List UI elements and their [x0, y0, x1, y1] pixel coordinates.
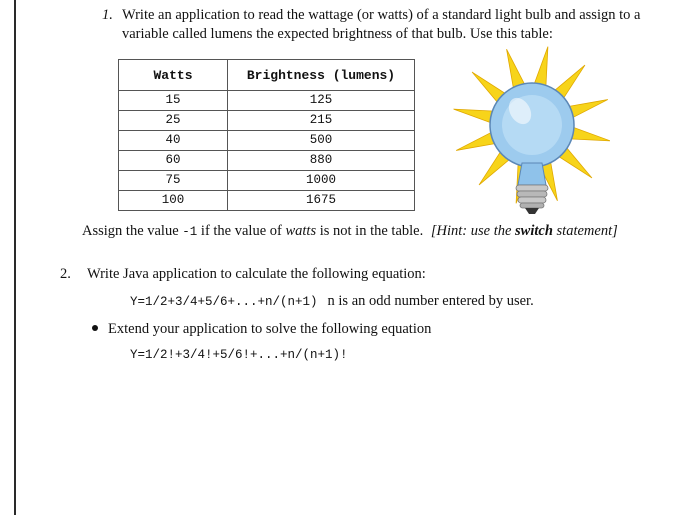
- table-row: [119, 131, 415, 151]
- cell-watts: 40: [119, 131, 228, 151]
- cell-watts: 100: [119, 191, 228, 211]
- cell-watts: 25: [119, 111, 228, 131]
- q1-text-line2: variable called lumens the expected brightness of that bulb. Use this table:: [122, 26, 553, 42]
- q1-text-line1: Write an application to read the wattage (or watts) of a standard light bulb and assign to a: [122, 7, 641, 23]
- bulb-neck: [518, 163, 546, 185]
- hint-open: [Hint: use the: [430, 223, 512, 239]
- header-watts: Watts: [119, 60, 228, 91]
- cell-lumens: 500: [228, 131, 415, 151]
- cell-watts: 75: [119, 171, 228, 191]
- hint-bold: switch: [515, 223, 553, 239]
- q2-equation2: Y=1/2!+3/4!+5/6!+...+n/(n+1)!: [130, 348, 348, 362]
- table-row: [119, 151, 415, 171]
- table-row: [119, 171, 415, 191]
- q1-assign-line: [82, 222, 618, 241]
- wattage-table: [118, 59, 415, 211]
- assign-suffix: is not in the table.: [319, 223, 424, 239]
- q2-equation-line: [130, 292, 534, 310]
- table-row: [119, 91, 415, 111]
- assign-var: watts: [285, 223, 317, 239]
- light-bulb-icon: [440, 45, 610, 220]
- q2-equation-note: n is an odd number entered by user.: [327, 293, 534, 309]
- bulb-screw-base: [516, 185, 548, 214]
- hint-close: statement]: [556, 223, 618, 239]
- q2-bullet-text: Extend your application to solve the following equation: [108, 321, 432, 337]
- table-header-row: [119, 60, 415, 91]
- assign-code-value: -1: [182, 225, 198, 239]
- cell-lumens: 125: [228, 91, 415, 111]
- bullet-icon: [92, 325, 98, 331]
- left-margin-rule: [14, 0, 16, 515]
- cell-watts: 60: [119, 151, 228, 171]
- header-brightness: Brightness (lumens): [228, 60, 415, 91]
- cell-lumens: 880: [228, 151, 415, 171]
- cell-lumens: 1675: [228, 191, 415, 211]
- table-row: [119, 111, 415, 131]
- assign-mid: if the value of: [200, 223, 282, 239]
- cell-lumens: 215: [228, 111, 415, 131]
- cell-watts: 15: [119, 91, 228, 111]
- table-row: [119, 191, 415, 211]
- q2-text: Write Java application to calculate the following equation:: [87, 266, 426, 282]
- q1-number: 1.: [102, 7, 113, 23]
- cell-lumens: 1000: [228, 171, 415, 191]
- q2-number: 2.: [60, 266, 71, 282]
- assign-prefix: Assign the value: [82, 223, 179, 239]
- q2-equation: Y=1/2+3/4+5/6+...+n/(n+1): [130, 295, 318, 309]
